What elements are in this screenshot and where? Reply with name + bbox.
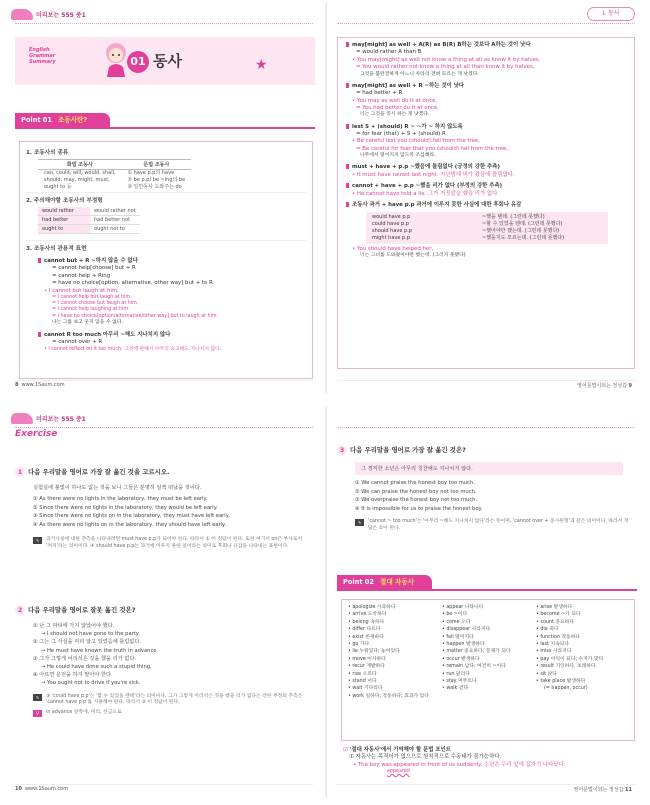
question-number: 1 — [15, 467, 25, 477]
verb-item: • remain 남다; 여전히 ~이다 — [442, 664, 506, 670]
car-icon — [11, 413, 33, 424]
verb-item: • belong 속하다 — [348, 619, 385, 625]
table-cell: ① have p.p의 have — [127, 170, 175, 176]
section-1-heading: 1. 조동사의 종류 — [26, 150, 69, 156]
idiom-block-1 — [38, 258, 306, 326]
question-2 — [15, 597, 315, 717]
marker-bar — [346, 183, 349, 188]
side-label-line: English — [29, 47, 50, 53]
section-2-heading: 2. 주의해야할 조동사의 부정형 — [26, 198, 103, 204]
page-number: 10 — [15, 786, 22, 792]
marker-bar — [38, 258, 41, 263]
header-logo-text: 미리보는 555 중1 — [36, 415, 86, 423]
marker-bar — [346, 83, 349, 88]
verb-item: • pay 이익이 되다; 수지가 맞다 — [536, 656, 604, 662]
verb-item: • go 가다 — [348, 642, 370, 648]
verb-item: • function 작동하다 — [536, 634, 581, 640]
explanation-icon: ✎ — [355, 519, 364, 526]
idiom-line: = have no choice[option, alternative, other way] but + to R — [52, 280, 213, 287]
table-cell: ought not to — [90, 225, 140, 234]
section-1 — [26, 148, 191, 191]
page-footer — [15, 380, 313, 390]
table-cell: can, could, will, would, shall, — [44, 170, 116, 176]
chapter-side-label — [29, 47, 56, 65]
table-cell: ought to — [38, 225, 90, 234]
choice: ① We cannot praise the honest boy too much. — [355, 480, 475, 486]
page-footer — [337, 784, 635, 794]
header-logo — [11, 409, 86, 427]
side-label-line: Summary — [29, 59, 56, 65]
point-title: 절대 자동사 — [379, 578, 415, 586]
idiom-example: = You would rather not know a thing at all than know it by halves, — [356, 64, 535, 71]
idiom-title: cannot + have + p.p ~했을 리가 없다 (부정의 강한 추측) — [352, 183, 503, 190]
marker-bar — [346, 42, 349, 47]
idiom-example: = Be careful for fear that you (should) fall from the tree, — [356, 145, 509, 152]
table-cell: had better — [38, 216, 90, 225]
verb-item: • stand 서다 — [348, 679, 377, 685]
section-3-heading: 3. 조동사의 관용적 표현 — [26, 246, 87, 252]
idiom-title: cannot but + R ~하지 않을 수 없다 — [44, 258, 138, 264]
idiom-example: • You may as well do it at once, — [352, 97, 438, 104]
verb-item: • last 지속되다 — [536, 642, 570, 648]
choice: ④ 아르면 운전을 하지 말아야 한다. — [33, 672, 113, 679]
side-label-line: Grammar — [29, 53, 56, 59]
choice: ② 그는 그 사실을 미리 알고 있었음에 틀림없다. — [33, 639, 142, 646]
question-number: 3 — [337, 445, 347, 455]
question-heading: 다음 우리말을 영어로 가장 잘 옮긴 것은? — [350, 446, 466, 454]
choice-list — [33, 495, 315, 529]
question-3 — [337, 437, 637, 532]
book-title: 영어문법이되는 정성갑 — [573, 787, 624, 793]
example-translation: 너는 그것을 즉시 하는 게 낫겠다. — [360, 112, 430, 118]
choice-list — [33, 622, 315, 688]
check-icon: ☑ — [343, 747, 348, 753]
idiom-line: = cannot help[choose] but + R — [52, 265, 136, 272]
explanation-icon: ✎ — [33, 694, 42, 701]
verb-item: • count 중요하다 — [536, 619, 574, 625]
explanation — [355, 519, 637, 531]
page-8 — [5, 3, 323, 393]
idiom-line: = had better + R — [356, 90, 403, 97]
page-number: 8 — [15, 382, 19, 388]
question-prompt: 그 정직한 소년은 아무리 칭찬해도 지나치지 않다. — [355, 462, 623, 475]
meaning: ~했을지도 모르는데. (그런데 못했다) — [482, 234, 565, 241]
verb-item: • die 죽다 — [536, 627, 559, 633]
choice: ④ It is impossible for us to praise the honest boy. — [355, 505, 483, 512]
idiom-title: may[might] as well + R ~하는 것이 낫다 — [352, 82, 465, 89]
header-rule — [15, 23, 313, 24]
vocab-icon: V — [33, 710, 42, 717]
explanation-text: 'cannot ~ too much'는 '아무리 ~해도 지나치지 않다'라는 뜻이며, 'cannot over + 동사원형'과 같은 의미이다. 따라서 정답은 ①이 된다. — [368, 519, 629, 531]
header-logo-text: 미리보는 555 중1 — [36, 11, 86, 19]
meaning: ~했을 텐데. (그런데 못했다) — [482, 213, 545, 220]
idiom-title: must + have + p.p ~했음에 틀림없다 (긍정의 강한 추측) — [352, 164, 500, 171]
choice: ③ Since there were no lights on in the laboratory, they must have left early. — [33, 513, 230, 520]
form: might have p.p — [372, 234, 410, 241]
choice: ② We can praise the honest boy not too much. — [355, 488, 477, 495]
choice-translation: → You ought not to drive if you're sick. — [41, 680, 141, 687]
verb-item: • be ~이다 — [442, 612, 468, 618]
point-02-bar — [337, 575, 637, 591]
choice: ③ 그가 그렇게 어리석은 짓을 했을 리가 없다. — [33, 655, 137, 662]
verb-item: • become ~가 되다 — [536, 612, 581, 618]
verb-item: • occur 발생하다 — [442, 656, 480, 662]
star-icon: ★ — [255, 57, 268, 73]
verb-item: • happen 발생하다 — [442, 642, 485, 648]
choice: ① 난 그 파티에 가지 않았어야 했다. — [33, 623, 115, 629]
verb-item: • appear 나타나다 — [442, 605, 484, 610]
question-1 — [15, 459, 315, 550]
verb-item: • come 오다 — [442, 619, 471, 625]
site-url: www.1Saum.com — [21, 382, 65, 388]
explanation — [33, 694, 315, 706]
example-line: = I cannot help laughing at him. — [52, 307, 130, 313]
point-01-bar — [15, 113, 315, 129]
negative-forms-table — [38, 207, 140, 234]
choice: ② Since there were no lights in the laboratory, they would be left early. — [33, 504, 218, 511]
point-title: 조동사란? — [57, 116, 88, 124]
idiom-example: • He cannot have told a lie. 그가 거짓말을 했을 리가 없다. — [352, 190, 499, 197]
chapter-title: 동사 — [153, 52, 182, 70]
page-10 — [5, 407, 323, 797]
example-line: = I have no choice[option/alternative/other way] but to laugh at him. — [52, 313, 219, 319]
table-cell: would rather not — [90, 207, 140, 216]
header-rule — [337, 427, 635, 428]
idiom-example: • It must have rained last night. 지난밤에 비가 왔음에 틀림없다. — [352, 171, 515, 178]
choice-translation: → I should not have gone to the party. — [41, 631, 140, 638]
explanation-text: ③ 'could have p.p'는 '할 수 있었을 텐데'라는 의미이다. 그가 그렇게 어리석은 짓을 했을 리가 없다는 강한 부정의 추측은 'cannot have p.p'를 사용해야 한다. 따라서 ③ 이 정답이 된다. — [46, 693, 303, 705]
verb-item-note: (= happen, occur) — [544, 686, 588, 692]
form: would have p.p — [372, 213, 411, 220]
auxiliary-summary-box — [19, 141, 313, 379]
point-label — [337, 575, 432, 589]
verb-item: • rise 오르다 — [348, 671, 377, 677]
example-translation: 그것을 불완전하게 아느니 차라리 전혀 모르는 게 낫겠다. — [360, 71, 479, 77]
choice: ④ As there were no lights on in the laboratory, they should have left early. — [33, 521, 226, 528]
example-line: = I cannot help but laugh at him. — [52, 295, 132, 301]
table-header: 문법 조동사 — [122, 160, 192, 170]
verb-item: • work 일하다; 작동하다; 효과가 있다 — [348, 693, 429, 699]
choice: ③ We overpraise the honest boy not too much. — [355, 497, 478, 504]
idiom-title: lest S + (should) R ~ ~가 ~ 하지 않도록 — [352, 123, 463, 130]
section-tab: Ⅰ. 동사 — [587, 7, 635, 21]
example-translation: 나무에서 떨어지지 않도록 조심해라. — [360, 153, 436, 159]
idiom-line: = cannot over + R — [52, 339, 103, 346]
explanation — [33, 537, 315, 549]
idiom-line: = cannot help + Ring — [52, 272, 111, 279]
note-line: ① 자동사는 목적어가 없으므로 원칙적으로 수동태가 불가능하다. — [349, 754, 502, 761]
chapter-band — [15, 37, 315, 85]
point-number: Point 01 — [21, 116, 52, 124]
form: should have p.p — [372, 227, 412, 234]
verb-item: • apologize 사과하다 — [348, 605, 396, 610]
marker-bar — [346, 202, 349, 207]
form: could have p.p — [372, 220, 409, 227]
idiom-example: • You should have helped her, — [352, 245, 434, 252]
idiom-example: • Be careful lest you (should) fall from the tree, — [352, 138, 480, 145]
section-3 — [26, 240, 306, 353]
table-cell: should, may, might, must, — [44, 177, 110, 183]
explanation-text: 과거사실에 대한 추측을 나타내려면 must have p.p가 되어야 한다. 따라서 ① 이 정답이 된다. 또한 여기서 on은 부사로서 '켜져'라는 의미이다. ④ should have p.p는 과거에 이루지 못한 일이라는 의미로 후회나 유감을 나타내는 표현이다. — [46, 537, 303, 549]
example-translation: 너는 그녀를 도와줬어야만 했는데. (그러지 못했다) — [360, 252, 466, 258]
bottom-spread — [5, 407, 645, 797]
choice-translation: → He must have known the truth in advance. — [41, 647, 159, 654]
grammar-note — [343, 747, 633, 775]
note-example: • The boy was appeared in front of us suddenly. 소년은 우리 앞에 갑자기 나타났다. — [353, 761, 566, 768]
idiom-title: 조동사 과거 + have p.p 과거에 이루지 못한 사실에 대한 후회나 유감 — [352, 202, 522, 209]
table-cell: ought to 등 — [44, 184, 72, 190]
verb-item: • lie 누워있다; 놓여있다 — [348, 649, 400, 655]
verb-item: • walk 걷다 — [442, 686, 469, 692]
marker-bar — [346, 164, 349, 169]
verb-item: • arrive 도착하다 — [348, 612, 387, 618]
idiom-example: • You may[might] as well not know a thing at all as know it by halves, — [352, 56, 541, 63]
idiom-example: • I cannot but laugh at him. — [44, 287, 119, 294]
verb-item: • result 기인하다, 초래하다 — [536, 664, 596, 670]
choice: ① As there were no lights in the laboratory, they must be left early. — [33, 496, 208, 502]
meaning: ~했어야만 했는데. (그런데 못했다) — [482, 227, 560, 234]
page-11 — [327, 407, 645, 797]
question-heading: 다음 우리말을 영어로 잘못 옮긴 것은? — [28, 606, 136, 614]
idiom-example: • I cannot reflect on it too much. 그것에 관해서 아무리 숙고해도 지나치지 않다. — [44, 346, 222, 352]
verb-item: • exist 존재하다 — [348, 634, 384, 640]
verb-column-2 — [442, 604, 534, 693]
page-footer — [337, 380, 635, 390]
choice-translation: → He could have done such a stupid thing. — [41, 664, 152, 671]
page-9 — [327, 3, 645, 393]
question-prompt: 실험실에 불빛이 하나도 없는 것을 보니 그들은 분명히 일찍 떠났을 것이다. — [33, 485, 202, 491]
site-url: www.1Saum.com — [24, 786, 69, 792]
page-number: 11 — [625, 787, 632, 793]
page-number: 9 — [628, 383, 632, 389]
book-title: 영어문법이되는 정성갑 — [577, 383, 627, 389]
idiom-example: = You had better do it at once, — [356, 105, 439, 112]
header-logo — [11, 5, 86, 23]
section-2 — [26, 192, 306, 234]
top-spread — [5, 3, 645, 393]
verb-column-3 — [536, 604, 628, 693]
verb-item: • stay 머무르다 — [442, 679, 477, 685]
modal-perfect-box — [366, 212, 608, 244]
verb-item: • wait 기다리다 — [348, 686, 383, 692]
verb-item: • differ 다르다 — [348, 627, 381, 633]
example-translation: 나는 그를 보고 웃지 않을 수 없다. — [52, 319, 123, 325]
verb-item: • arise 발생하다 — [536, 605, 573, 610]
header-rule — [337, 23, 635, 24]
intransitive-verb-box — [341, 599, 635, 741]
question-heading: 다음 우리말을 영어로 가장 잘 옮긴 것을 고르시오. — [28, 468, 170, 476]
marker-bar — [346, 124, 349, 129]
verb-item: • fall 떨어지다 — [442, 634, 474, 640]
chapter-number: 01 — [127, 51, 149, 73]
verb-item: • disappear 사라지다 — [442, 627, 491, 633]
table-cell: ② be p.p/ be ~ing의 be — [127, 177, 186, 183]
exercise-title: Exercise — [15, 429, 58, 439]
header-rule — [15, 427, 313, 428]
verb-item: • miss 사라지다 — [536, 649, 572, 655]
point-number: Point 02 — [343, 578, 374, 586]
meaning: ~할 수 있었을 텐데. (그런데 못했다) — [482, 220, 563, 227]
car-icon — [11, 9, 33, 20]
marked-word: appeared — [387, 769, 410, 775]
table-header: 화법 조동사 — [38, 160, 122, 170]
table-cell: had better not — [90, 216, 140, 225]
verb-item: • matter 중요하다; 문제가 되다 — [442, 649, 511, 655]
note-title: '절대 자동사'에서 기억해야 할 문법 포인트 — [349, 747, 451, 753]
table-cell: would rather — [38, 207, 90, 216]
verb-item: • run 달리다 — [442, 671, 470, 677]
idiom-line: = for fear (that) + S + (should) R — [356, 131, 446, 138]
idiom-title: may[might] as well + A(R) as B(R) B하는 것보다 A하는 것이 낫다 — [352, 42, 531, 48]
verb-item: • move 이사하다 — [348, 656, 386, 662]
table-cell: ③ 일반동사 도와주는 do — [127, 184, 182, 190]
idiom-title: cannot R too much 아무리 ~해도 지나치지 않다 — [44, 332, 171, 339]
question-number: 2 — [15, 605, 25, 615]
verb-item: • sit 앉다 — [536, 671, 557, 677]
idiom-line: = would rather A than B — [356, 49, 422, 56]
verb-item: • recur 재발하다 — [348, 664, 385, 670]
verb-column-1 — [348, 604, 440, 700]
point-label — [15, 113, 110, 127]
marker-bar — [38, 332, 41, 337]
idiom-block-2 — [38, 332, 306, 353]
verb-item: • take place 발생하다 — [536, 679, 586, 685]
choice-list — [355, 479, 637, 513]
idiom-list-box — [337, 37, 635, 369]
idiom-list — [346, 42, 628, 259]
vocab-note — [33, 710, 315, 717]
explanation-icon: ✎ — [33, 537, 42, 544]
page-footer — [15, 784, 313, 794]
vocab-text: in advance 앞쪽에, 미리, 선금으로 — [46, 710, 122, 716]
auxiliary-types-table — [38, 159, 191, 191]
example-line: = I cannot choose but laugh at him. — [52, 301, 139, 307]
